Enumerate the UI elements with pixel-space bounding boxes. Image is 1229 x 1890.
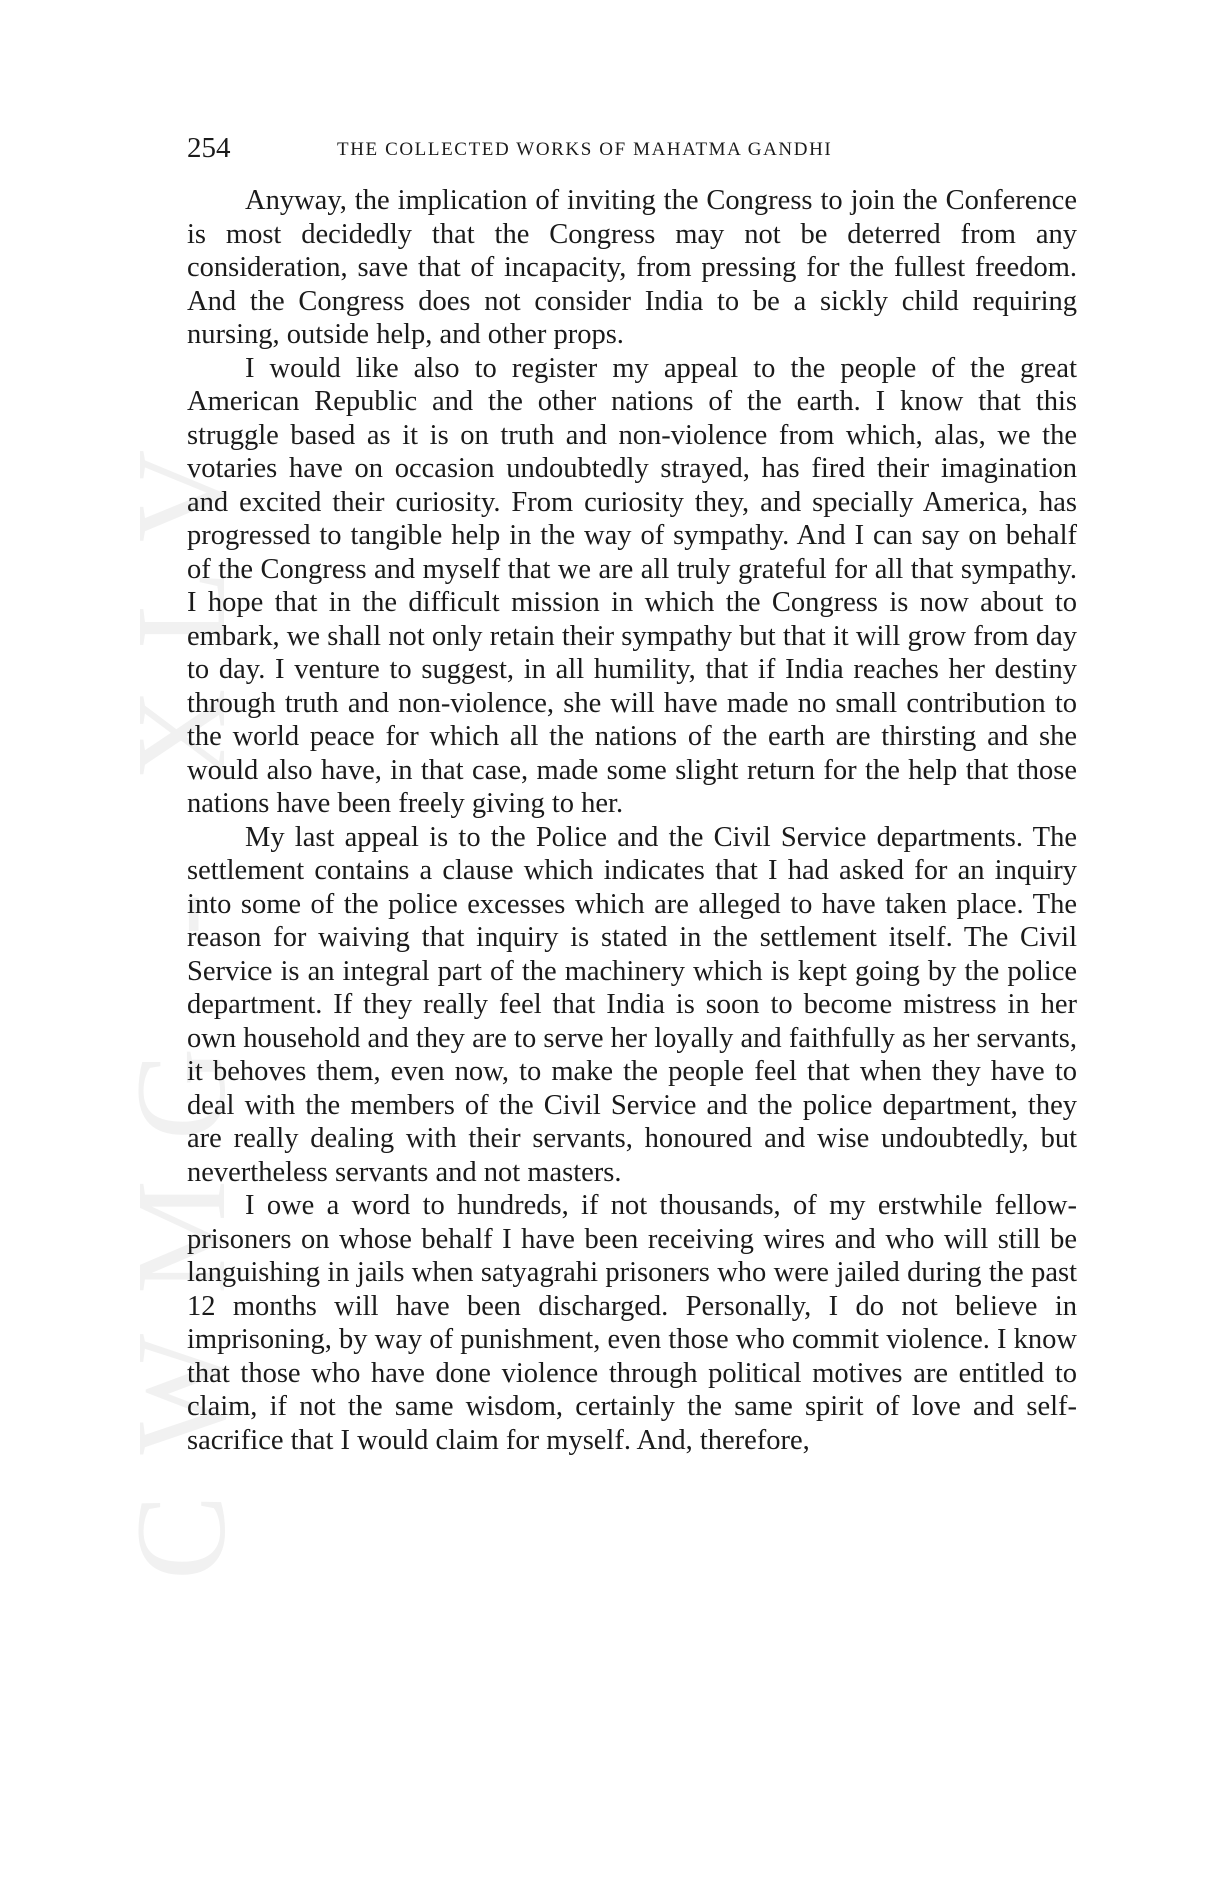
running-title: THE COLLECTED WORKS OF MAHATMA GANDHI: [337, 139, 833, 160]
paragraph: Anyway, the implication of inviting the Congress to join the Conference is most decidedly that the Congress may not be deterred from any consideration, save that of incapacity, from pressing for the fullest freedom. And the Congress does not consider India to be a sickly child requiring nursing, outside help, and other props.: [187, 185, 1077, 350]
paragraph: I owe a word to hundreds, if not thousands, of my erstwhile fellow-prisoners on whose behalf I have been receiving wires and who will still be languishing in jails when satyagrahi prisoners who were jailed during the past 12 months will have been discharged. Personally, I do not believe in imprisoning, by way of punishment, even those who commit violence. I know that those who have done violence through political motives are entitled to claim, if not the same wisdom, certainly the same spirit of love and self-sacrifice that I would claim for myself. And, therefore,: [187, 1190, 1077, 1456]
page-header: [187, 131, 1077, 171]
paragraph: My last appeal is to the Police and the Civil Service departments. The settlement contains a clause which indicates that I had asked for an inquiry into some of the police excesses which are alleged to have taken place. The reason for waiving that inquiry is stated in the settlement itself. The Civil Service is an integral part of the machinery which is kept going by the police department. If they really feel that India is soon to become mistress in her own household and they are to serve her loyally and faithfully as her servants, it behoves them, even now, to make the people feel that when they have to deal with the members of the Civil Service and the police department, they are really dealing with their servants, honoured and wise undoubtedly, but nevertheless servants and not masters.: [187, 821, 1077, 1188]
page-number: 254: [187, 132, 231, 164]
body-text: [187, 184, 1077, 1457]
paragraph: I would like also to register my appeal to the people of the great American Republic and the other nations of the earth. I know that this struggle based as it is on truth and non-violence from which, alas, we the votaries have on occasion undoubtedly strayed, has fired their imagination and excited their curiosity. From curiosity they, and specially America, has progressed to tangible help in the way of sympathy. And I can say on behalf of the Congress and myself that we are all truly grateful for all that sympathy. I hope that in the difficult mission in which the Congress is now about to embark, we shall not only retain their sympathy but that it will grow from day to day. I venture to suggest, in all humility, that if India reaches her destiny through truth and non-violence, she will have made no small contribution to the world peace for which all the nations of the earth are thirsting and she would also have, in that case, made some slight return for the help that those nations have been freely giving to her.: [187, 352, 1077, 819]
watermark: CWMG - XLV: [110, 409, 252, 1580]
